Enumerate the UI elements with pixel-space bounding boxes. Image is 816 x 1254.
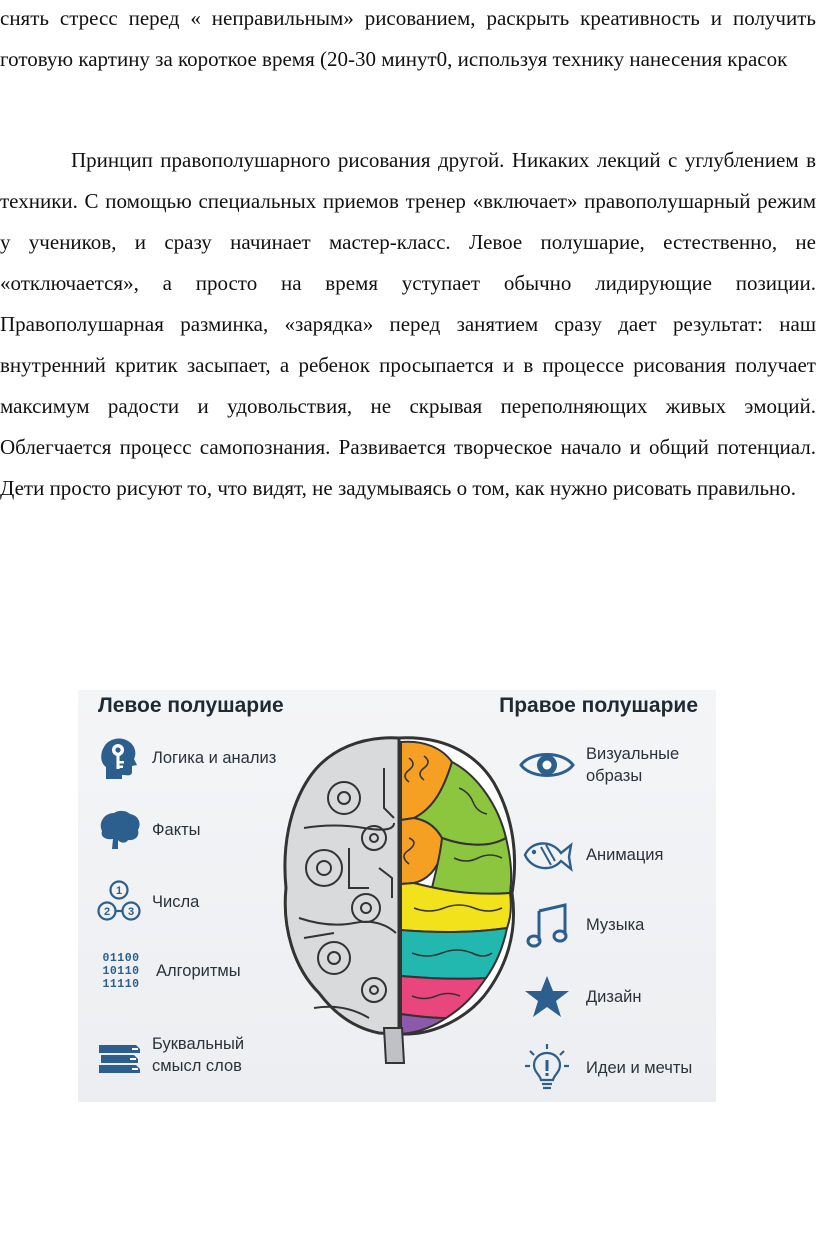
left-item-label: Числа — [152, 893, 200, 911]
numbers-icon — [96, 879, 142, 925]
left-item-label: Алгоритмы — [156, 962, 241, 980]
number-three: 3 — [127, 906, 135, 918]
music-note-icon — [518, 902, 576, 948]
books-icon — [96, 1032, 142, 1078]
left-item-logic — [96, 735, 276, 781]
left-item-numbers — [96, 879, 199, 925]
star-icon — [518, 974, 576, 1020]
right-hemisphere-title: Правое полушарие — [499, 694, 698, 717]
paragraph-principle: Принцип правополушарного рисования другой. Никаких лекций с углублением в техники. С помощью специальных приемов тренер «включает» правополушарный режим у учеников, и сразу начинает мастер-класс. Левое полушарие, естественно, не «отключается», а просто на время уступает обычно лидирующие позиции. Правополушарная разминка, «зарядка» перед занятием сразу дает результат: наш внутренний критик засыпает, а ребенок просыпается и в процессе рисования получает максимум радости и удовольствия, не скрывая переполняющих живых эмоций. Облегчается процесс самопознания. Развивается творческое начало и общий потенциал. Дети просто рисуют то, что видят, не задумываясь о том, как нужно рисовать правильно. — [0, 148, 816, 500]
eye-icon — [518, 742, 576, 788]
hemispheres-figure — [78, 690, 716, 1102]
binary-line: 01100 — [102, 951, 140, 965]
lightbulb-icon — [518, 1045, 576, 1091]
right-item-label: Музыка — [586, 916, 645, 934]
right-item-visual — [518, 742, 679, 788]
right-item-label: Анимация — [586, 846, 664, 864]
binary-line: 11110 — [102, 977, 140, 991]
binary-line: 10110 — [102, 964, 140, 978]
fish-icon — [518, 832, 576, 878]
number-two: 2 — [103, 906, 111, 918]
right-item-label: Идеи и мечты — [586, 1059, 693, 1077]
paragraph-intro: снять стресс перед « неправильным» рисованием, раскрыть креативность и получить готовую картину за короткое время (20-30 минут0, используя технику нанесения красок — [0, 6, 816, 71]
right-item-label: Визуальные образы — [586, 745, 680, 785]
number-one: 1 — [115, 885, 123, 897]
head-key-icon — [96, 735, 142, 781]
right-item-ideas — [518, 1045, 692, 1091]
left-item-literal — [96, 1032, 244, 1078]
left-item-algorithms — [96, 948, 241, 994]
brain-icon — [96, 807, 142, 853]
right-item-design — [518, 974, 641, 1020]
left-item-label: Логика и анализ — [152, 749, 277, 767]
brain-illustration — [274, 728, 524, 1068]
right-item-music — [518, 902, 644, 948]
right-item-label: Дизайн — [586, 988, 642, 1006]
binary-icon — [96, 948, 146, 994]
right-item-animation — [518, 832, 663, 878]
left-item-facts — [96, 807, 201, 853]
left-hemisphere-title: Левое полушарие — [98, 694, 284, 717]
left-item-label: Факты — [152, 821, 201, 839]
left-item-label: Буквальный смысл слов — [152, 1035, 245, 1075]
